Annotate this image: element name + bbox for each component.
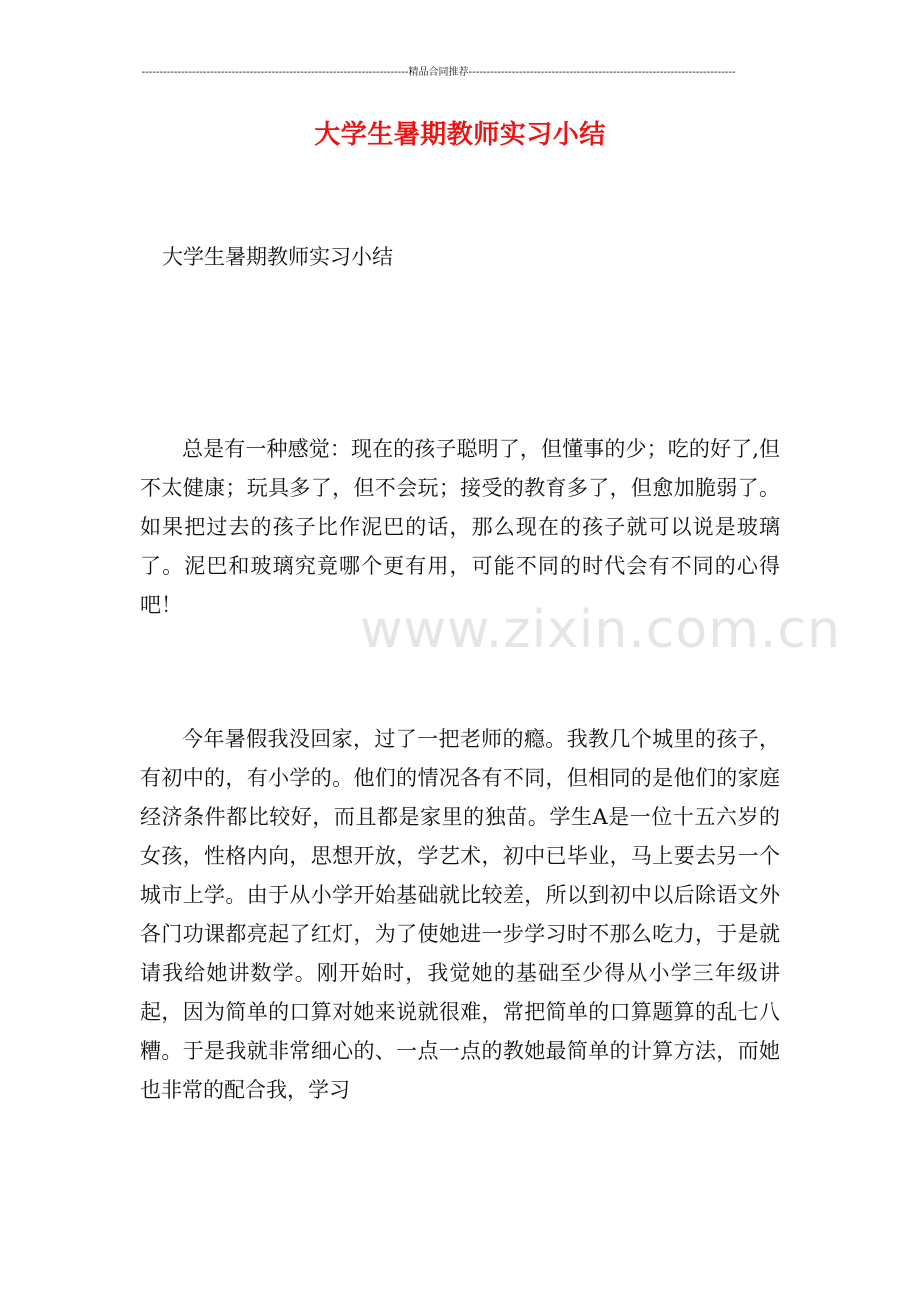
header-divider: --------------------------------------------------------------------------精品合同推荐-------------------------------------------------------------------------- xyxy=(141,67,736,78)
document-subtitle: 大学生暑期教师实习小结 xyxy=(162,245,393,269)
document-title: 大学生暑期教师实习小结 xyxy=(314,120,606,150)
paragraph-1: 总是有一种感觉：现在的孩子聪明了，但懂事的少；吃的好了,但不太健康；玩具多了，但不会玩；接受的教育多了，但愈加脆弱了。如果把过去的孩子比作泥巴的话，那么现在的孩子就可以说是玻璃了。泥巴和玻璃究竟哪个更有用，可能不同的时代会有不同的心得吧！ xyxy=(140,437,780,617)
watermark: www.zixin.com.cn xyxy=(360,600,841,660)
paragraph-2: 今年暑假我没回家，过了一把老师的瘾。我教几个城里的孩子，有初中的，有小学的。他们的情况各有不同，但相同的是他们的家庭经济条件都比较好，而且都是家里的独苗。学生A是一位十五六岁的女孩，性格内向，思想开放，学艺术，初中已毕业，马上要去另一个城市上学。由于从小学开始基础就比较差，所以到初中以后除语文外各门功课都亮起了红灯，为了使她进一步学习时不那么吃力，于是就请我给她讲数学。刚开始时，我觉她的基础至少得从小学三年级讲起，因为简单的口算对她来说就很难，常把简单的口算题算的乱七八糟。于是我就非常细心的、一点一点的教她最简单的计算方法，而她也非常的配合我，学习 xyxy=(140,727,780,1102)
